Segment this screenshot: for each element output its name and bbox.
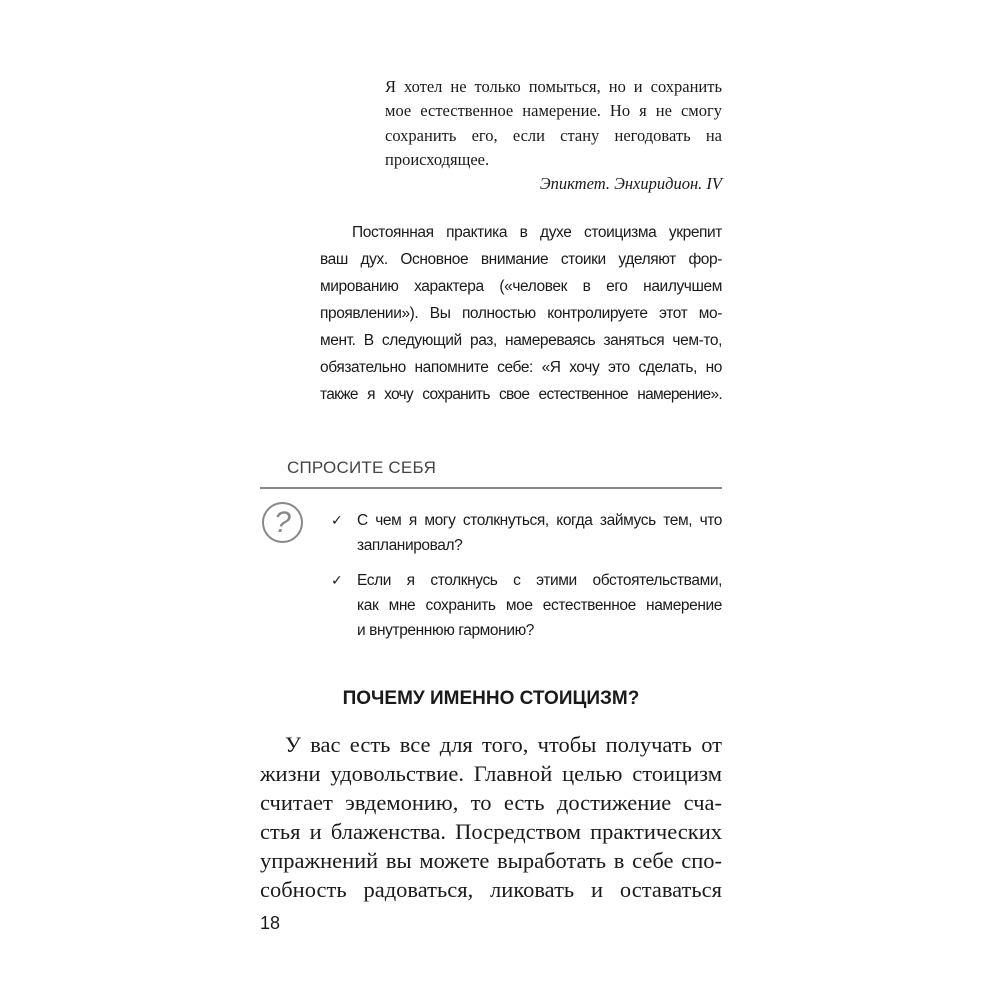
ask-yourself-title: СПРОСИТЕ СЕБЯ xyxy=(287,458,437,477)
check-icon: ✓ xyxy=(331,513,343,529)
divider xyxy=(260,487,722,489)
epigraph-attribution: Эпиктет. Энхиридион. IV xyxy=(539,174,722,193)
epigraph-line: мое естественное намерение. Но я не смогу xyxy=(385,101,722,120)
paragraph-line: Постоянная практика в духе стоицизма укрепит xyxy=(352,224,722,241)
check-icon: ✓ xyxy=(331,573,343,589)
question-line: Если я столкнусь с этими обстоятельствами, xyxy=(357,572,722,589)
paragraph-line: мент. В следующий раз, намереваясь заняться чем-то, xyxy=(320,332,722,349)
epigraph-line: сохранить его, если стану негодовать на xyxy=(385,126,722,145)
paragraph-line: мированию характера («человек в его наилучшем xyxy=(320,278,722,295)
body-line: стья и блаженства. Посредством практических xyxy=(260,819,722,844)
epigraph-line: происходящее. xyxy=(385,150,490,169)
body-line: собность радоваться, ликовать и оставаться xyxy=(260,877,722,902)
paragraph-line: ваш дух. Основное внимание стоики уделяют фор- xyxy=(320,251,722,268)
question-line: запланировал? xyxy=(357,537,463,554)
paragraph-line: также я хочу сохранить свое естественное намерение». xyxy=(320,386,722,403)
question-line: и внутреннюю гармонию? xyxy=(357,622,535,639)
body-line: считает эвдемонию, то есть достижение сча- xyxy=(260,790,722,815)
question-circle-icon: ? xyxy=(262,502,303,543)
paragraph-line: обязательно напомните себе: «Я хочу это сделать, но xyxy=(320,359,722,376)
body-line: жизни удовольствие. Главной целью стоицизм xyxy=(260,761,722,786)
epigraph-line: Я хотел не только помыться, но и сохранить xyxy=(385,77,722,96)
section-heading: ПОЧЕМУ ИМЕННО СТОИЦИЗМ? xyxy=(342,688,640,709)
page-number: 18 xyxy=(260,913,281,933)
question-line: С чем я могу столкнуться, когда займусь тем, что xyxy=(357,512,722,529)
body-line: У вас есть все для того, чтобы получать от xyxy=(285,732,722,757)
body-line: упражнений вы можете выработать в себе спо- xyxy=(260,848,722,873)
paragraph-line: проявлении»). Вы полностью контролируете этот мо- xyxy=(320,305,722,322)
question-line: как мне сохранить мое естественное намерение xyxy=(357,597,722,614)
